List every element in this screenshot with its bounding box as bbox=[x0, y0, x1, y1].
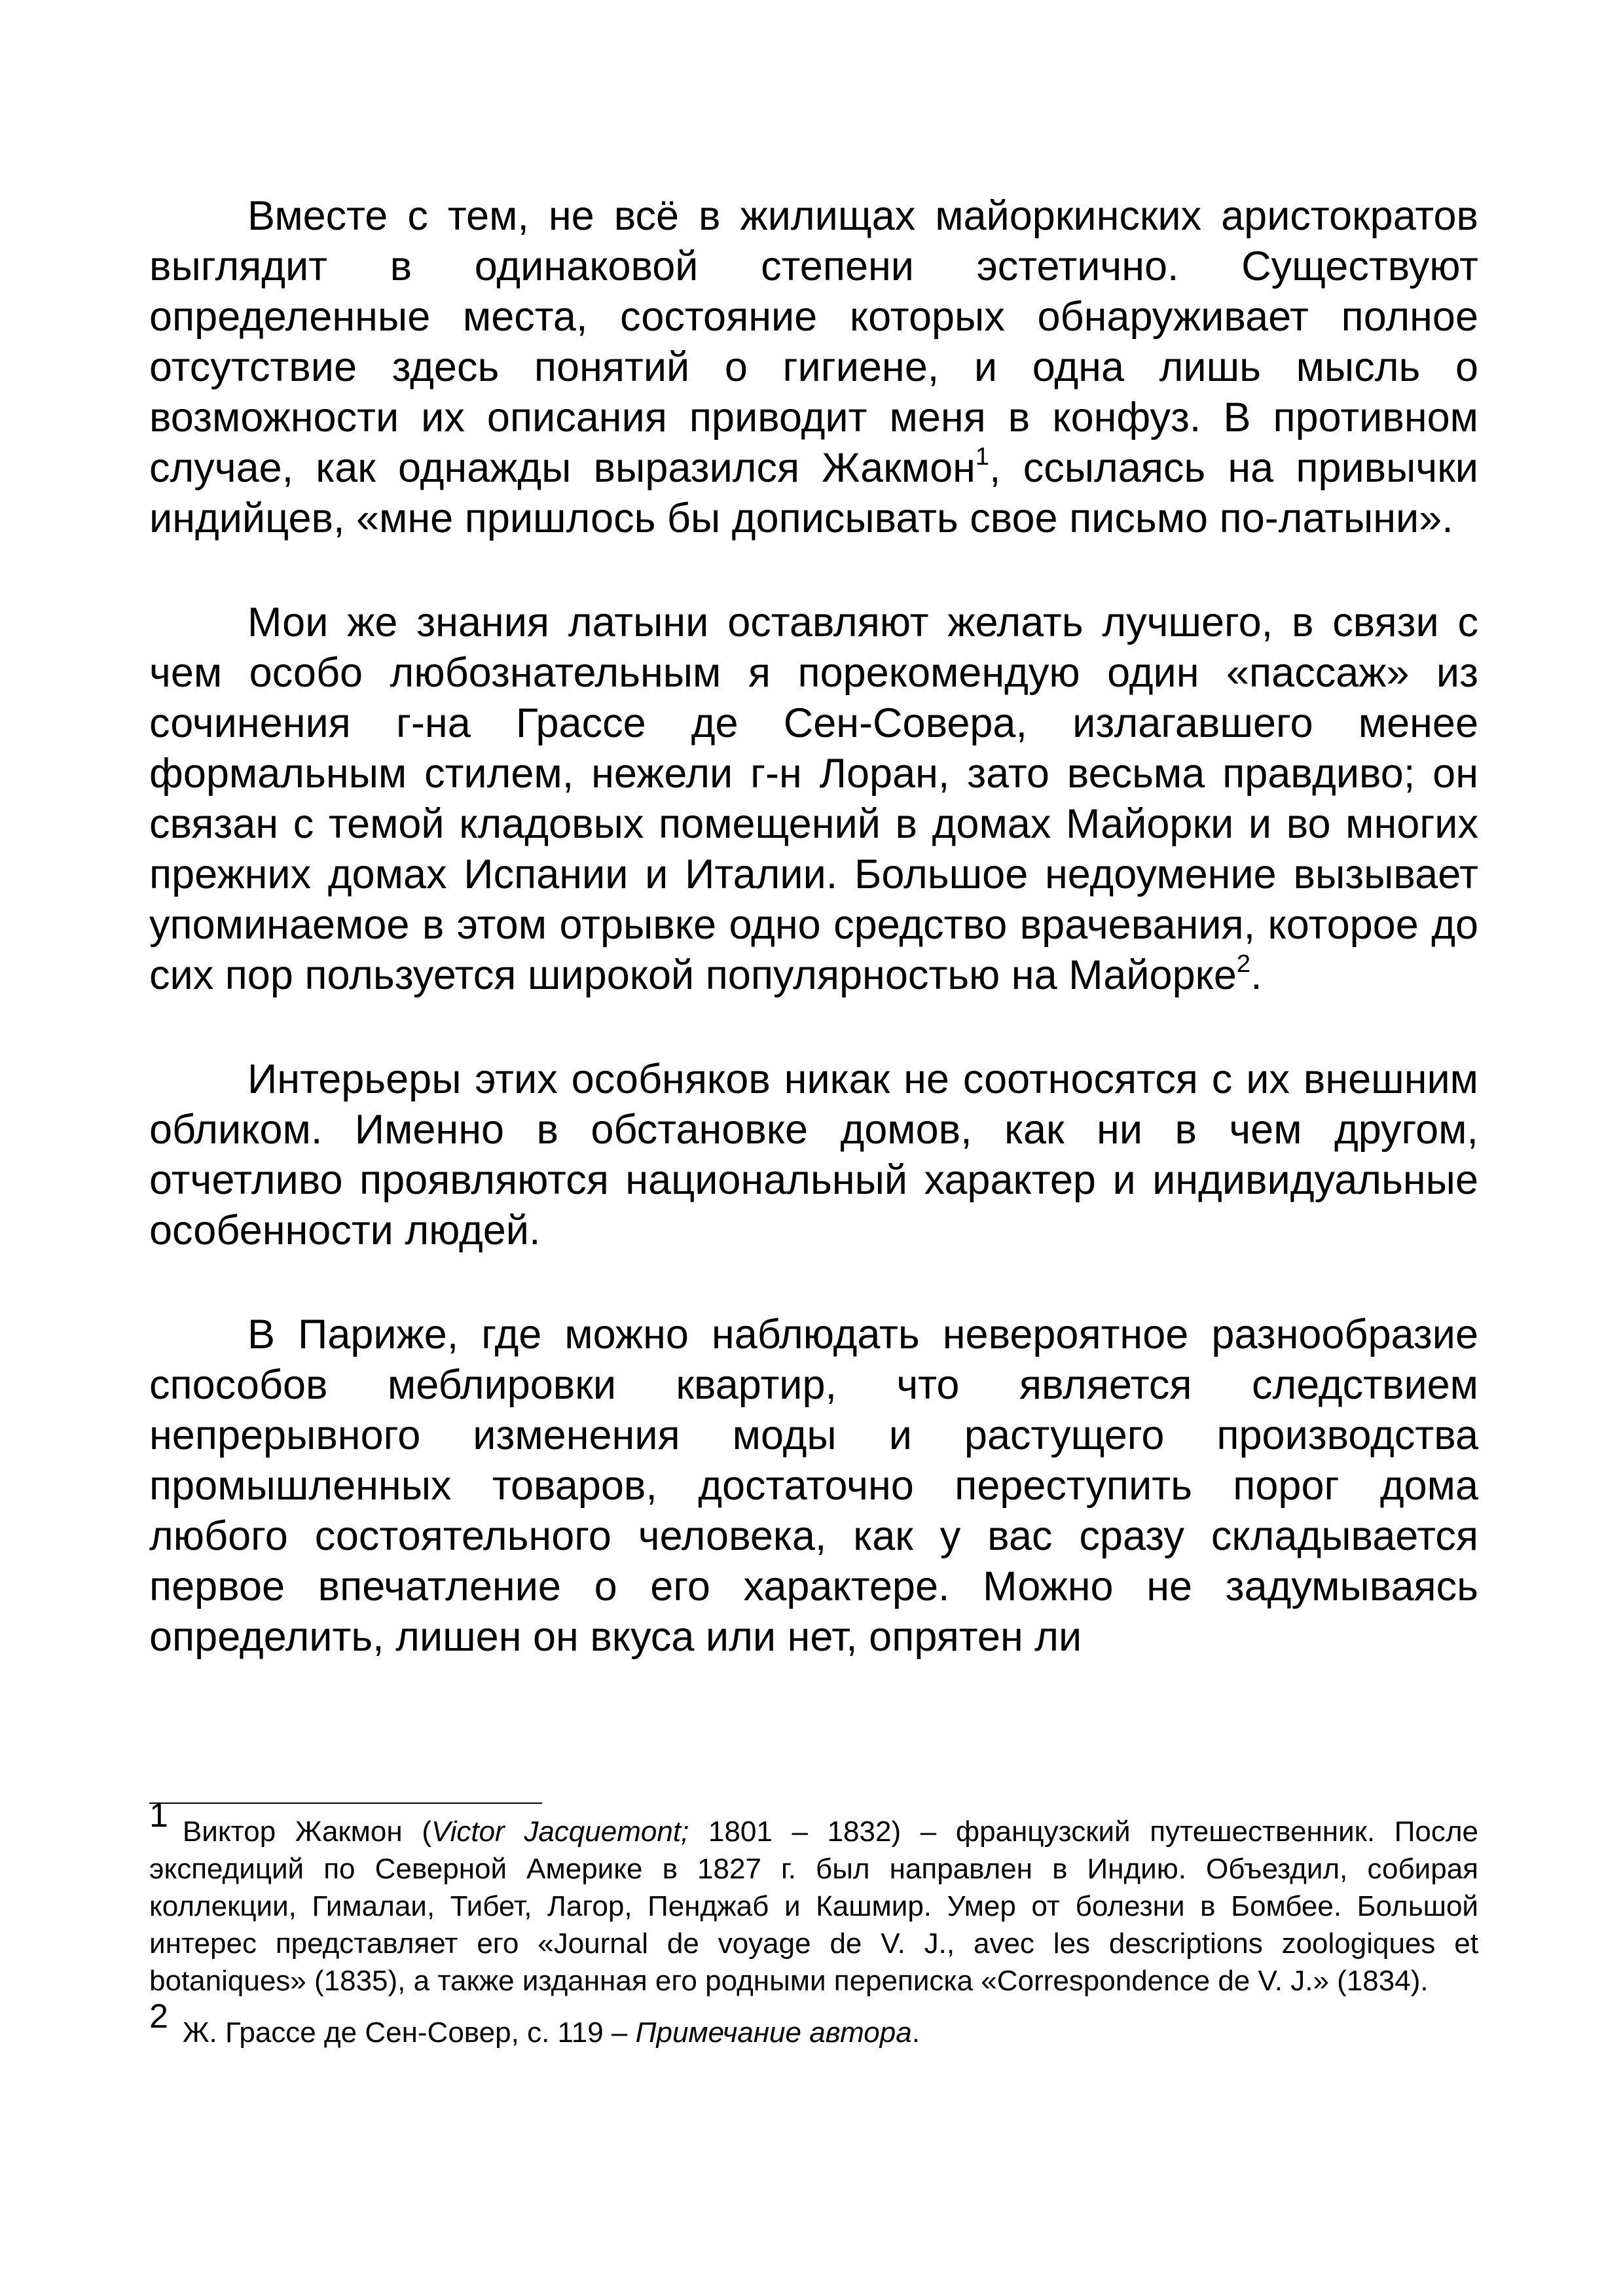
paragraph-1 bbox=[149, 191, 1478, 544]
footnote-2 bbox=[149, 1998, 1478, 2051]
main-text bbox=[149, 191, 1478, 1716]
paragraph-1-text: Вместе с тем, не всё в жилищах майоркинских аристократов выглядит в одинаковой степени эстетично. Существуют определенные места, состояние которых обнаруживает полное отсутствие здесь понятий о гигиене, и одна лишь мысль о возможности их описания приводит меня в конфуз. В противном случае, как однажды выразился Жакмон bbox=[149, 193, 1478, 491]
footnote-2-author-note: Примечание автора bbox=[635, 2017, 912, 2049]
footnote-ref-1[interactable]: 1 bbox=[975, 443, 990, 471]
footnote-1-text: Виктор Жакмон ( bbox=[182, 1816, 432, 1848]
footnote-1 bbox=[149, 1797, 1479, 2000]
footnote-1-latin-name: Victor Jacquemont; bbox=[431, 1816, 689, 1848]
footnotes bbox=[149, 1797, 1479, 2051]
paragraph-4: В Париже, где можно наблюдать невероятное разнообразие способов меблировки квартир, что является следствием непрерывного изменения моды и растущего производства промышленных товаров, достаточно переступить порог дома любого состоятельного человека, как у вас сразу складывается первое впечатление о его характере. Можно не задумываясь определить, лишен он вкуса или нет, опрятен ли bbox=[149, 1312, 1478, 1660]
footnote-ref-2[interactable]: 2 bbox=[1236, 950, 1251, 978]
paragraph-2 bbox=[149, 598, 1478, 1001]
paragraph-1-text-end: , ссылаясь на привычки индийцев, «мне пришлось бы дописывать свое письмо по-латыни». bbox=[149, 445, 1478, 541]
footnote-1-number: 1 bbox=[149, 1797, 168, 1835]
footnote-1-text-end: 1801 – 1832) – французский путешественник. После экспедиций по Северной Америке в 1827 г. был направлен в Индию. Объездил, собирая коллекции, Гималаи, Тибет, Лагор, Пенджаб и Кашмир. Умер от болезни в Бомбее. Большой интерес представляет его «Journal de voyage de V. J., avec les descriptions zoologiques et botaniques» (1835), а также изданная его родными переписка «Correspondence de V. J.» (1834). bbox=[149, 1816, 1479, 1997]
paragraph-2-text-end: . bbox=[1250, 952, 1262, 998]
paragraph-3: Интерьеры этих особняков никак не соотносятся с их внешним обликом. Именно в обстановке домов, как ни в чем другом, отчетливо проявляются национальный характер и индивидуальные особенности людей. bbox=[149, 1056, 1478, 1253]
footnote-2-text-end: . bbox=[911, 2017, 920, 2049]
footnote-2-number: 2 bbox=[149, 1998, 168, 2036]
footnote-separator bbox=[149, 1803, 542, 1804]
footnote-2-text: Ж. Грассе де Сен-Совер, с. 119 – bbox=[182, 2017, 636, 2049]
paragraph-2-text: Мои же знания латыни оставляют желать лучшего, в связи с чем особо любознательным я порекомендую один «пассаж» из сочинения г-на Грассе де Сен-Совера, излагавшего менее формальным стилем, нежели г-н Лоран, зато весьма правдиво; он связан с темой кладовых помещений в домах Майорки и во многих прежних домах Испании и Италии. Большое недоумение вызывает упоминаемое в этом отрывке одно средство врачевания, которое до сих пор пользуется широкой популярностью на Майорке bbox=[149, 600, 1478, 998]
